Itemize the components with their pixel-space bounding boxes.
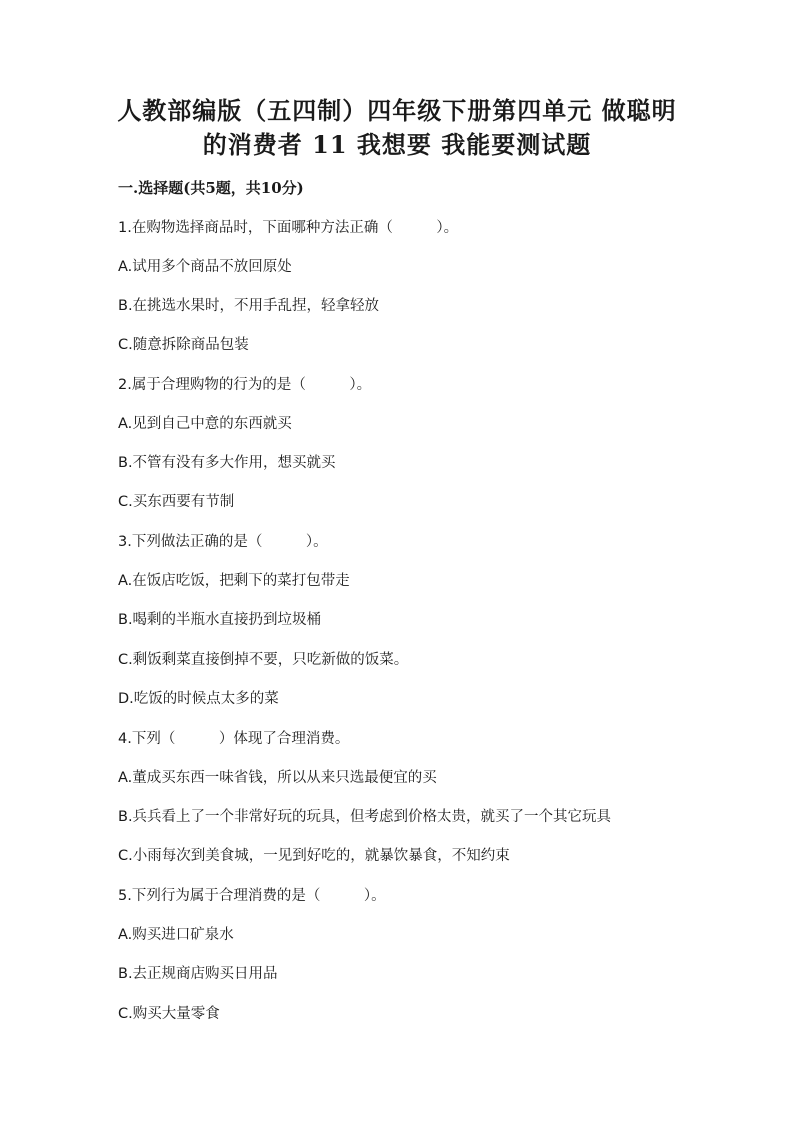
- section-heading: 一.选择题(共5题，共10分): [118, 179, 304, 197]
- question-1-option-c: C.随意拆除商品包装: [118, 337, 249, 353]
- question-5-option-c: C.购买大量零食: [118, 1006, 220, 1022]
- question-2-stem: 2.属于合理购物的行为的是（ ）。: [118, 377, 372, 393]
- question-2-option-b: B.不管有没有多大作用，想买就买: [118, 455, 336, 471]
- question-3-option-c: C.剩饭剩菜直接倒掉不要，只吃新做的饭菜。: [118, 652, 409, 668]
- question-4-option-b: B.兵兵看上了一个非常好玩的玩具，但考虑到价格太贵，就买了一个其它玩具: [118, 809, 612, 825]
- question-1-option-a: A.试用多个商品不放回原处: [118, 259, 292, 275]
- question-4-option-c: C.小雨每次到美食城，一见到好吃的，就暴饮暴食，不知约束: [118, 848, 510, 864]
- question-5-stem: 5.下列行为属于合理消费的是（ ）。: [118, 888, 386, 904]
- question-1-stem: 1.在购物选择商品时，下面哪种方法正确（ ）。: [118, 220, 459, 236]
- question-1-option-b: B.在挑选水果时，不用手乱捏，轻拿轻放: [118, 298, 380, 314]
- question-4-stem: 4.下列（ ）体现了合理消费。: [118, 731, 350, 747]
- question-5-option-b: B.去正规商店购买日用品: [118, 966, 278, 982]
- question-3-option-d: D.吃饭的时候点太多的菜: [118, 691, 279, 707]
- document-title-line-2: 的消费者 11 我想要 我能要测试题: [202, 130, 592, 159]
- document-title-line-1: 人教部编版（五四制）四年级下册第四单元 做聪明: [117, 96, 677, 125]
- question-4-option-a: A.董成买东西一味省钱，所以从来只选最便宜的买: [118, 770, 437, 786]
- question-2-option-a: A.见到自己中意的东西就买: [118, 416, 292, 432]
- question-3-option-b: B.喝剩的半瓶水直接扔到垃圾桶: [118, 612, 322, 628]
- question-5-option-a: A.购买进口矿泉水: [118, 927, 234, 943]
- question-3-option-a: A.在饭店吃饭，把剩下的菜打包带走: [118, 573, 350, 589]
- question-2-option-c: C.买东西要有节制: [118, 494, 235, 510]
- question-3-stem: 3.下列做法正确的是（ ）。: [118, 534, 328, 550]
